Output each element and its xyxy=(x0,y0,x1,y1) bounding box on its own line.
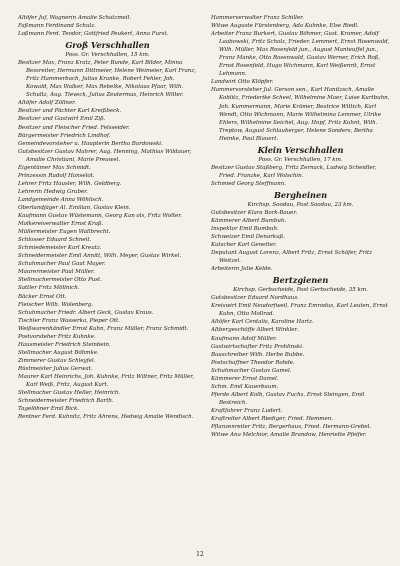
directory-entry: Loßmann Ferd. Teodor, Gottfried Peukert, Anna Furst. xyxy=(18,31,169,38)
section-heading: Groß Verschhallen xyxy=(65,40,150,51)
directory-entry: Landwirt Otto Klöpfer. xyxy=(211,79,274,86)
directory-entry: Lehrer Fritz Hausler, Wilh. Geldberg. xyxy=(18,180,122,187)
section-heading: Bertzgienen xyxy=(272,275,329,286)
directory-entry: Schweizer Emil Denarkuß. xyxy=(211,234,285,241)
directory-entry: Weißwarenhändler Ernst Kuhn, Franz Müller, Franz Schmidt. xyxy=(18,325,189,332)
directory-entry: Witwe Auguste Fürstenberg, Ada Kuhnke, Else Riedl. xyxy=(211,23,359,30)
directory-entry: Schuhmacher Gustav Gamel. xyxy=(211,367,292,374)
directory-entry: Tischler Franz Wasserka, Pieper Ott. xyxy=(18,317,120,324)
directory-entry: Besitzer und Pächter Karl Kreißbeck. xyxy=(18,108,122,115)
section-subheading: Kirchsp. Soodau, Post Soodau, 23 km. xyxy=(247,201,354,208)
directory-entry: Inspektor Emil Bumbuh. xyxy=(211,225,279,232)
directory-entry: Gutsbesitzer Eduard Nordhaus. xyxy=(211,295,299,302)
directory-entry: Zimmerer Gustav Schleyfel. xyxy=(18,357,96,364)
directory-entry: Pflanzenreiter Fritz, Bergerhaus, Fried. Hermann-Grebel. xyxy=(211,424,372,431)
directory-entry: Hausmeister Friedrich Steinbein. xyxy=(18,341,111,348)
directory-entry: Bäcker Ernst Ott. xyxy=(18,293,67,300)
directory-entry: Schuhmacher Paul Gaut Mayer. xyxy=(18,261,106,268)
directory-entry: Maurer Karl Heinrichs, Joh. Kuhnke, Fritz Wiltner, Fritz Müller, Karl Weiß, Fritz, August Kurt. xyxy=(18,373,194,389)
directory-entry: Kaufmann Adolf Müller. xyxy=(211,335,277,342)
directory-entry: Witwe Ana Melchior, Amalie Brandow, Henriette Pfeifer. xyxy=(211,432,367,439)
directory-entry: Prinzessin Rudolf Hanselot. xyxy=(18,172,95,179)
directory-entry: Besitzer Gustav Staßberg, Fritz Zernack, Ludwig Scheidler, Fried. Franzke, Karl Wolschin. xyxy=(211,164,377,179)
directory-entry: Kraftreiter Albert Riediger, Fried. Hemmen. xyxy=(211,415,333,422)
directory-entry: Gutsbesitzer Klara Bork-Bauer. xyxy=(211,209,298,216)
directory-entry: Altöfer Adolf Zöllner. xyxy=(18,100,76,107)
directory-entry: Maurermeister Paul Müller. xyxy=(18,269,95,276)
directory-entry: Eigentümer Max Schmidt. xyxy=(18,164,91,171)
directory-entry: Faßmann Ferdinand Schulz. xyxy=(18,23,96,30)
directory-entry: Altöfer Juf, Wagnerin Amalie Schatzmeil. xyxy=(18,15,131,21)
directory-entry: Postvorsteher Fritz Kuhnke. xyxy=(18,333,96,340)
left-column xyxy=(18,14,197,546)
directory-entry: Besitzer Max, Franz Kratz, Peter Bunde, Karl Bilder, Minna Bessreiter, Hermann Dittmeier, Helene Weimeier, Karl Franz, Fritz Hammerbach, Julius Kranke, Robert Fehler, Joh. Kowald, Max Walker, Max Rebelke, Nikolaus Pfaar, Wilh. Schultz, Aug. Tieveck, Julius Zeutermas, Heinrich Wilter. xyxy=(18,60,196,99)
section-subheading: Poss. Gr. Verschhallen, 15 km. xyxy=(65,52,150,59)
directory-entry: Deputant August Lorenz, Albert Fritz, Ernst Schäfer, Fritz Weitzel. xyxy=(211,250,373,265)
page-number: 12 xyxy=(196,551,204,558)
directory-entry: Kämmerer Ernst Damel. xyxy=(211,375,279,382)
directory-entry: Hammerverwalter Franz Schiller. xyxy=(211,15,304,21)
directory-entry: Bürgermeister Friedrich Lindhof. xyxy=(18,132,111,139)
section-heading: Bergheinen xyxy=(273,189,328,200)
directory-entry: Tagelöhner Emil Bick. xyxy=(18,406,80,413)
directory-entry: Kutscher Karl Genetter. xyxy=(211,242,277,249)
section-subheading: Kirchsp. Gerbscheide, Post Gerbscheide, 35 km. xyxy=(233,287,368,294)
directory-entry: Postschaffner Theodor Rohde. xyxy=(211,359,295,366)
directory-entry: Hammervorsteher Jul. Gerson sen., Karl Hanitzsch, Amalie Koblitz, Friederike Scheel, Wilhelmine Maer, Luise Kurtbuhn, Joh. Kummermann, Marie Krämer, Beatrice Wittich, Karl Wendt, Otto Wichmann, Marie Wilhelmina Lemmer, Ulrike Ehlers, Wilhelmine Seichel, Aug. Hopf, Fritz Kuhnt, Wilh. Treptow, August Schlauberger, Helene Sonders, Bertha Heinke, Paul Blauert. xyxy=(211,87,390,142)
directory-entry: Schlosser Eduard Schneit. xyxy=(18,237,92,244)
directory-entry: Fleischer Wilh. Wolenberg. xyxy=(18,301,93,308)
directory-entry: Arbeiter Franz Burkert, Gustav Böhmer, Gust. Kramer, Adolf Laabowski, Fritz Scholz, Frieder. Lemmert, Ernst Rosenwald, Wilh. Müller, Max Rosenfeld jun., August Manteuffel jun., Franz Manke, Otto Rosenwald, Gustav Werner, Erich Roß, Ernst Rosenfeld, Hugo Wichmann, Karl Weißenrit, Ernst Lehmann. xyxy=(211,31,390,78)
section-heading: Klein Verschhallen xyxy=(257,144,344,155)
directory-entry: Lehrerin Hedwig Gruber. xyxy=(18,188,88,195)
text-columns xyxy=(18,14,390,546)
directory-entry: Oberlandjäger Al. Emilian, Gustav Klein. xyxy=(18,204,131,211)
directory-entry: Kreiswirt Emil Neudorfweil, Franz Emrodus, Karl Leuten, Ernst Kuhn, Otto Mollrad. xyxy=(211,303,388,318)
directory-entry: Schmiedemeister Karl Kreutz. xyxy=(18,245,102,252)
directory-entry: Sattler Fritz Möllnich. xyxy=(18,285,80,292)
directory-entry: Rentner Ferd. Kuhnitz, Fritz Ahrens, Hedwig Amalie Wendisch. xyxy=(18,414,194,421)
directory-entry: Altöfer Karl Centalis, Karoline Hartz. xyxy=(211,319,314,326)
directory-entry: Kämmerer Albert Bumbuh. xyxy=(211,217,287,224)
directory-entry: Schneidermeister Friedrich Barth. xyxy=(18,398,114,405)
directory-entry: Rüstmeister Julius Gerwat. xyxy=(18,365,93,372)
directory-entry: Besitzer und Fleischer Fried. Felsseider. xyxy=(18,124,130,131)
directory-entry: Besitzer und Gastwirt Emil Ziß. xyxy=(18,116,106,123)
directory-entry: Schmied Georg Steffmann. xyxy=(211,180,286,187)
right-column xyxy=(211,14,390,546)
directory-entry: Pferde Albert Kolb, Gustav Fuchs, Ernst Steingen, Emil Bestreich. xyxy=(211,391,365,406)
directory-entry: Schuhmacher Friedr. Albert Geck, Gustav Kraus. xyxy=(18,309,154,316)
directory-entry: Stellmachermeister Otto Pust. xyxy=(18,277,102,284)
directory-entry: Stellmacher Gustav Heller, Heinrich. xyxy=(18,390,121,397)
directory-entry: Kraftfahrer Franz Ludert. xyxy=(211,407,283,414)
directory-entry: Bauschreiber Wilh. Herbe Bubbe. xyxy=(211,351,305,358)
directory-entry: Gastwirtschafter Fritz Prohlinski. xyxy=(211,343,304,350)
directory-entry: Schm. Emil Kauerbaum. xyxy=(211,383,279,390)
directory-entry: Landgemeinde Anna Wöhlisch. xyxy=(18,196,104,203)
directory-entry: Gemeindevorsteher u. Haupterin Bertha Bardowski. xyxy=(18,140,163,147)
directory-entry: Müllermeister Eugen Wallbrecht. xyxy=(18,229,111,236)
section-subheading: Poss. Gr. Verschhallen, 17 km. xyxy=(258,156,343,163)
directory-entry: Kaufmann Gustav Wüstemann, Georg Kan ols, Fritz Wolter. xyxy=(18,213,182,220)
directory-entry: Gutsbesitzer Gustav Mahrer, Aug. Henning, Mathias Wildauer, Amalie Christiani, Marie Preuwel. xyxy=(18,148,192,163)
directory-entry: Molkereiverwalter Ernst Kraß. xyxy=(18,221,104,228)
directory-entry: Altbergeschöffe Albert Winkler. xyxy=(211,327,299,334)
directory-entry: Schneidermeister Emil Annitt, Wilh. Meyer, Gustav Wirkel. xyxy=(18,253,182,260)
directory-entry: Arbeiterin Julie Kelde. xyxy=(211,266,273,273)
directory-entry: Stellmacher August Böhmke. xyxy=(18,349,99,356)
